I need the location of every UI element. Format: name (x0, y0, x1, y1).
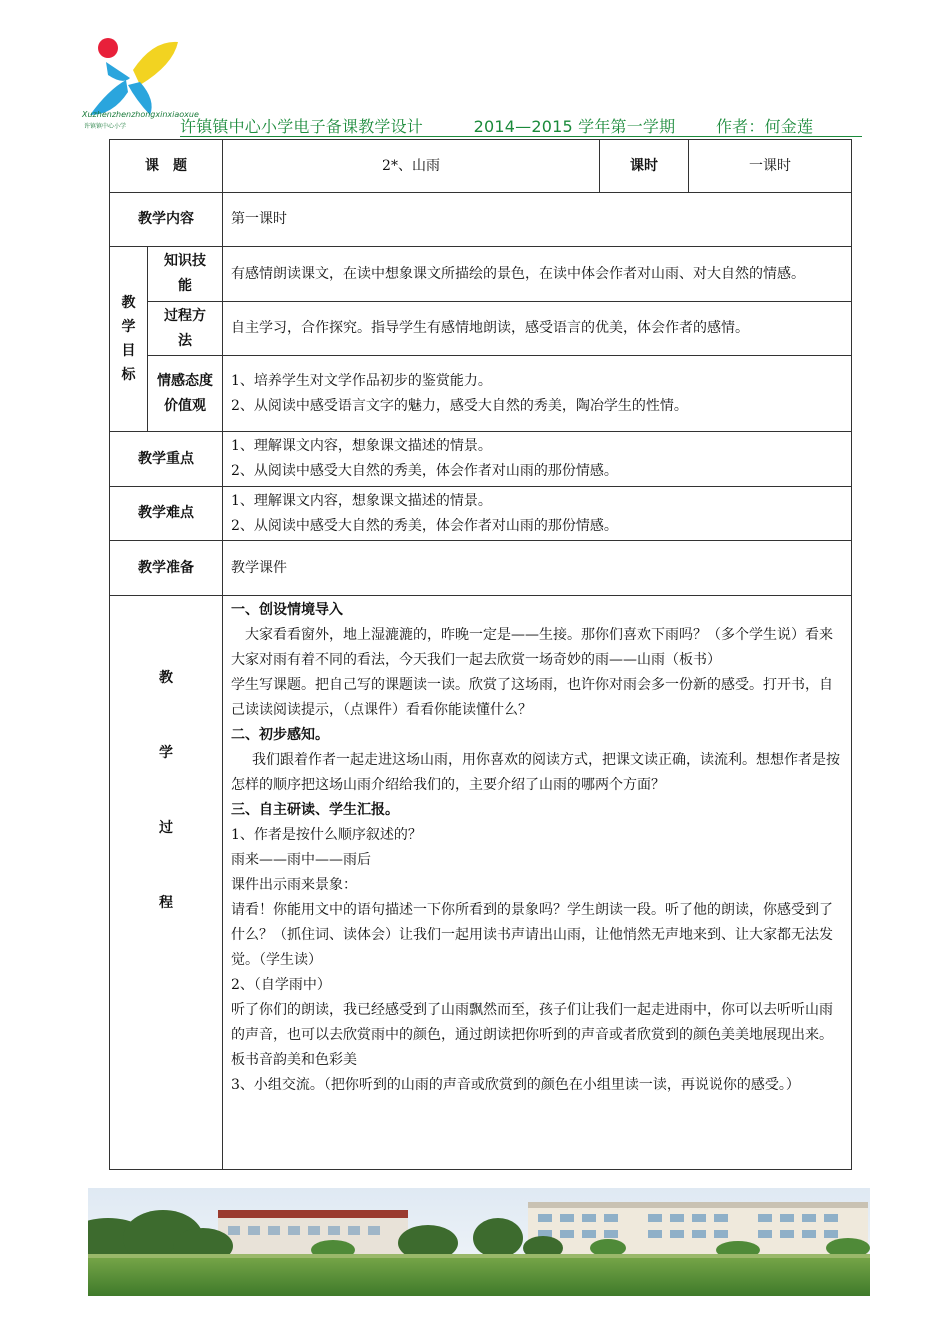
process-row (110, 596, 852, 1170)
period-value: 一课时 (689, 140, 852, 193)
difficulty-value (223, 487, 852, 541)
paragraph: 学生写课题。把自己写的课题读一读。欣赏了这场雨，也许你对雨会多一份新的感受。打开书，自己读读阅读提示，（点课件）看看你能读懂什么？ (231, 677, 833, 718)
process-label-char: 学 (159, 745, 173, 761)
goals-label-char: 学 (121, 319, 136, 335)
section-heading: 二、初步感知。 (231, 727, 329, 743)
lesson-plan-table (109, 139, 852, 1170)
prep-label: 教学准备 (110, 541, 223, 596)
topic-label: 课 题 (110, 140, 223, 193)
goal-attitude-line: 2、从阅读中感受语言文字的魅力，感受大自然的秀美，陶冶学生的性情。 (231, 397, 688, 414)
campus-photo (88, 1188, 870, 1296)
paragraph: 听了你们的朗读，我已经感受到了山雨飘然而至，孩子们让我们一起走进雨中，你可以去听听山雨的声音，也可以去欣赏雨中的颜色，通过朗读把你听到的声音或者欣赏到的颜色美美地展现出来。板书音韵美和色彩美 (231, 1002, 833, 1068)
process-label-char: 程 (159, 895, 173, 911)
author: 作者：何金莲 (715, 117, 814, 136)
key-value (223, 432, 852, 487)
process-content (223, 596, 852, 1170)
process-label (110, 596, 223, 1170)
period-label: 课时 (600, 140, 689, 193)
paragraph: 请看！你能用文中的语句描述一下你所看到的景象吗？学生朗读一段。听了他的朗读，你感受到了什么？（抓住词、读体会）让我们一起用读书声请出山雨，让他悄然无声地来到、让大家都无法发觉。（学生读） (231, 902, 833, 968)
difficulty-label: 教学难点 (110, 487, 223, 541)
goal-process-label: 过程方法 (148, 302, 223, 356)
goal-knowledge-value: 有感情朗读课文，在读中想象课文所描绘的景色，在读中体会作者对山雨、对大自然的情感。 (223, 247, 852, 302)
goal-attitude-label: 情感态度价值观 (148, 356, 223, 432)
goals-label-char: 标 (121, 367, 136, 383)
header-rule (180, 136, 862, 137)
key-line: 2、从阅读中感受大自然的秀美，体会作者对山雨的那份情感。 (231, 463, 618, 479)
school-title: 许镇镇中心小学电子备课教学设计 (180, 117, 424, 136)
prep-value: 教学课件 (223, 541, 852, 596)
content-label: 教学内容 (110, 193, 223, 247)
process-label-char: 过 (159, 820, 173, 836)
topic-row (110, 140, 852, 193)
difficulty-line: 1、理解课文内容，想象课文描述的情景。 (231, 492, 492, 509)
goals-label-char: 目 (121, 343, 136, 359)
goals-label-char: 教 (121, 295, 136, 311)
page-header (180, 114, 813, 137)
topic-value: 2*、山雨 (223, 140, 600, 193)
goal-knowledge-label: 知识技能 (148, 247, 223, 302)
content-row (110, 193, 852, 247)
term: 2014—2015 学年第一学期 (473, 117, 676, 136)
prep-row (110, 541, 852, 596)
paragraph: 我们跟着作者一起走进这场山雨，用你喜欢的阅读方式，把课文读正确，读流利。想想作者是按怎样的顺序把这场山雨介绍给我们的，主要介绍了山雨的哪两个方面？ (231, 752, 840, 793)
goal-row-attitude (110, 356, 852, 432)
process-label-char: 教 (159, 670, 173, 686)
section-heading: 一、创设情境导入 (231, 602, 343, 618)
goal-row-process (110, 302, 852, 356)
goals-label (110, 247, 148, 432)
paragraph: 1、作者是按什么顺序叙述的？ (231, 827, 422, 843)
difficulty-line: 2、从阅读中感受大自然的秀美，体会作者对山雨的那份情感。 (231, 517, 618, 534)
difficulty-row (110, 487, 852, 541)
paragraph: 课件出示雨来景象： (231, 877, 357, 893)
key-row (110, 432, 852, 487)
goal-attitude-value (223, 356, 852, 432)
goal-process-value: 自主学习，合作探究。指导学生有感情地朗读，感受语言的优美，体会作者的感情。 (223, 302, 852, 356)
goal-attitude-line: 1、培养学生对文学作品初步的鉴赏能力。 (231, 372, 492, 389)
key-line: 1、理解课文内容，想象课文描述的情景。 (231, 438, 492, 454)
paragraph: 大家看看窗外，地上湿漉漉的，昨晚一定是——生接。那你们喜欢下雨吗？（多个学生说）看来大家对雨有着不同的看法，今天我们一起去欣赏一场奇妙的雨——山雨（板书） (231, 627, 833, 668)
paragraph: 3、小组交流。（把你听到的山雨的声音或欣赏到的颜色在小组里读一读，再说说你的感受。） (231, 1077, 800, 1093)
goal-row-knowledge (110, 247, 852, 302)
logo-text: Xuzhenzhenzhongxinxiaoxue (82, 110, 199, 119)
section-heading: 三、自主研读、学生汇报。 (231, 802, 399, 818)
key-label: 教学重点 (110, 432, 223, 487)
logo-subtext: 许镇镇中心小学 (84, 123, 127, 130)
content-value: 第一课时 (223, 193, 852, 247)
paragraph: 2、（自学雨中） (231, 977, 331, 993)
paragraph: 雨来——雨中——雨后 (231, 852, 371, 868)
